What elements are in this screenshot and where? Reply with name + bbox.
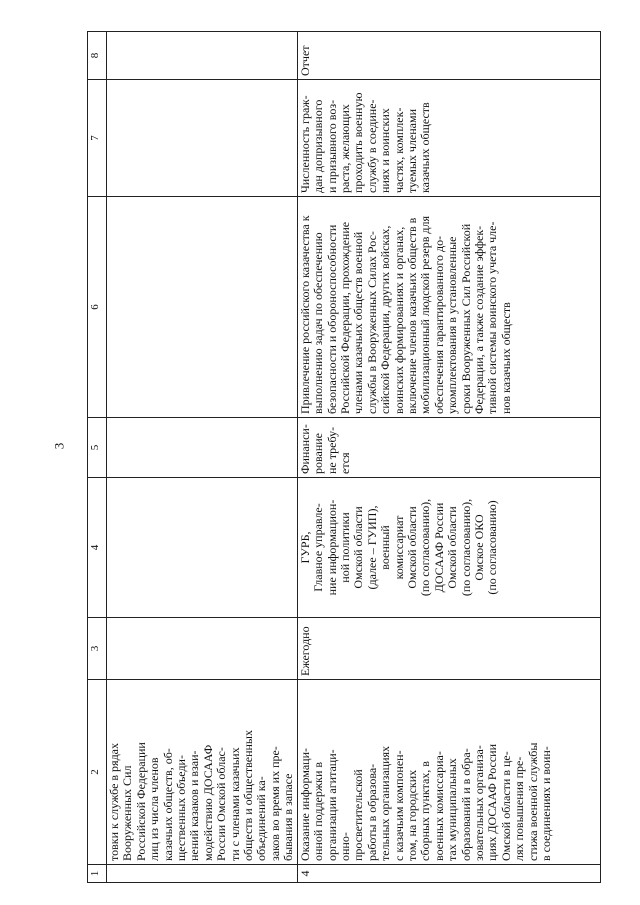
deadline-cell <box>107 618 298 680</box>
row-number-cell <box>107 865 298 883</box>
result-cell <box>107 197 298 418</box>
measure-cell: товки к службе в рядах Вооруженных Сил Российской Федерации лиц из числа членов казачьих обществ, об- щественных объеди- нений казаков и взаи- модействию ДОСААФ России Омской облас- ти с членами казачьих обществ и общественных объединений ка- заков во время их пре- бывания в запасе <box>107 680 298 865</box>
header-cell: 1 <box>88 865 107 883</box>
report-cell: Отчет <box>297 32 600 80</box>
header-row <box>88 32 107 883</box>
row-number-cell: 4 <box>297 865 600 883</box>
measure-cell: Оказание информаци- онной поддержки в организации агитаци- онно- просветительской работы в образова- тельных организациях с казачьим компонен- том, на городских сборных пунктах, в военных комиссариа- тах муниципальных образований и в обра- зовательных организа- циях ДОСААФ России Омской области в це- лях повышения пре- стижа военной службы в соединениях и воин- <box>297 680 600 865</box>
result-cell: Привлечение российского казачества к выполнению задач по обеспечению безопасности и обороноспособности Российской Федерации, прохождение членами казачьих обществ военной службы в Вооруженных Силах Рос- сийской Федерации, других войсках, воинских формированиях и органах, включение членов казачьих обществ в мобилизационный людской резерв для обеспечения гарантированного до- укомплектования в установленные сроки Вооруженных Сил Российской Федерации, а также создание эффек- тивной системы воинского учета чле- нов казачьих обществ <box>297 197 600 418</box>
table-row <box>107 32 298 883</box>
header-cell: 7 <box>88 80 107 197</box>
header-cell: 3 <box>88 618 107 680</box>
header-cell: 8 <box>88 32 107 80</box>
header-cell: 4 <box>88 478 107 618</box>
report-cell <box>107 32 298 80</box>
header-cell: 5 <box>88 418 107 478</box>
header-cell: 6 <box>88 197 107 418</box>
header-cell: 2 <box>88 680 107 865</box>
table-row <box>297 32 600 883</box>
page-number: 3 <box>51 442 67 450</box>
rotated-table-sheet <box>87 32 601 883</box>
executor-cell <box>107 478 298 618</box>
funding-cell <box>107 418 298 478</box>
indicator-cell: Численность граж- дан допризывного и призывного воз- раста, желающих проходить военную службу в соедине- ниях и воинских частях, комплек- туемых членами казачьих обществ <box>297 80 600 197</box>
executor-cell: ГУРБ, Главное управле- ние информацион- ной политики Омской области (далее – ГУИП), военный комиссариат Омской области (по согласованию), ДОСААФ России Омской области (по согласованию), Омское ОКО (по согласованию) <box>297 478 600 618</box>
deadline-cell: Ежегодно <box>297 618 600 680</box>
measures-table <box>87 31 601 883</box>
funding-cell: Финанси- рование не требу- ется <box>297 418 600 478</box>
indicator-cell <box>107 80 298 197</box>
